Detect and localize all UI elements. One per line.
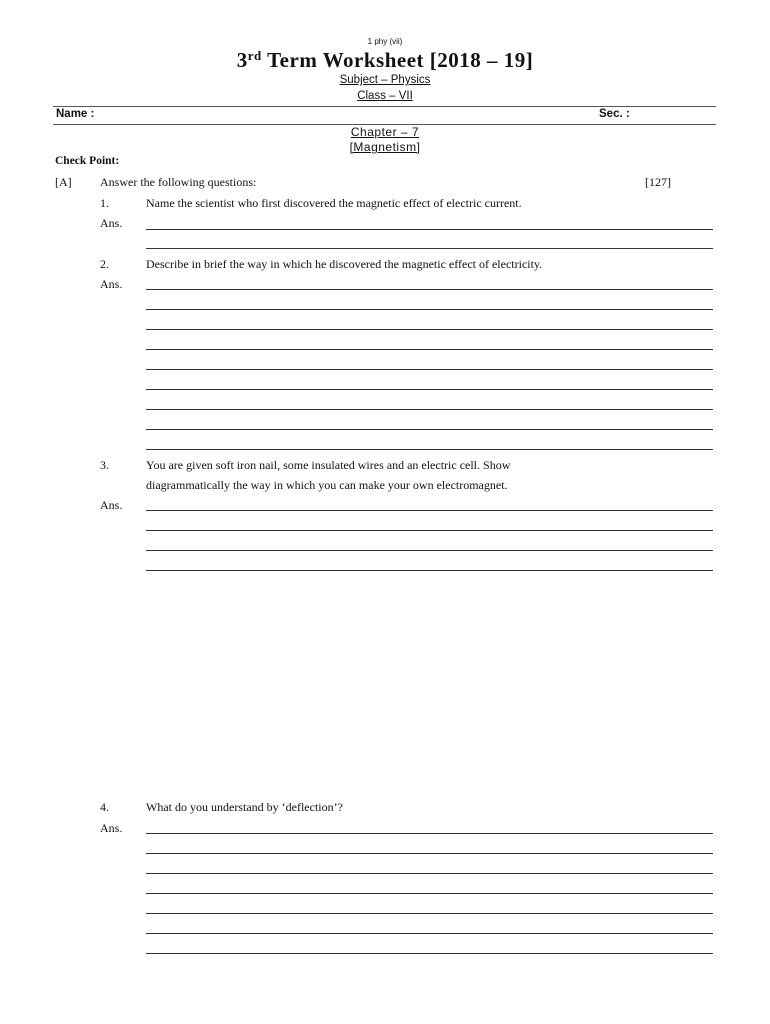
- worksheet-title: [0, 48, 770, 73]
- chapter-heading: Chapter – 7: [350, 125, 420, 139]
- answer-line[interactable]: [146, 953, 713, 954]
- page-code: 1 phy (vii): [367, 37, 403, 46]
- section-label: Sec. :: [599, 108, 630, 120]
- subject-label: Subject – Physics: [339, 74, 431, 86]
- answer-line[interactable]: [146, 449, 713, 450]
- answer-label: Ans.: [100, 498, 123, 512]
- answer-line[interactable]: [146, 530, 713, 531]
- answer-line[interactable]: [146, 248, 713, 249]
- answer-line[interactable]: [146, 349, 713, 350]
- title-ordinal: 3: [236, 48, 248, 72]
- question-text: Name the scientist who first discovered the magnetic effect of electric current.: [146, 196, 522, 210]
- class-label: Class – VII: [357, 90, 413, 102]
- answer-line[interactable]: [146, 309, 713, 310]
- answer-line[interactable]: [146, 510, 713, 511]
- answer-line[interactable]: [146, 429, 713, 430]
- answer-line[interactable]: [146, 550, 713, 551]
- name-label: Name :: [56, 108, 95, 120]
- answer-line[interactable]: [146, 409, 713, 410]
- title-ordinal-suffix: rd: [247, 48, 262, 63]
- answer-label: Ans.: [100, 821, 123, 835]
- answer-line[interactable]: [146, 913, 713, 914]
- topic-heading: [Magnetism]: [349, 140, 421, 154]
- section-marks: [127]: [645, 175, 671, 189]
- answer-line[interactable]: [146, 289, 713, 290]
- question-text: You are given soft iron nail, some insulated wires and an electric cell. Show: [146, 458, 511, 472]
- question-text: Describe in brief the way in which he discovered the magnetic effect of electricity.: [146, 257, 543, 271]
- answer-line[interactable]: [146, 933, 713, 934]
- answer-line[interactable]: [146, 329, 713, 330]
- answer-label: Ans.: [100, 277, 123, 291]
- title-text: Term Worksheet [2018 – 19]: [261, 48, 534, 72]
- answer-line[interactable]: [146, 853, 713, 854]
- section-instruction: Answer the following questions:: [100, 175, 257, 189]
- answer-label: Ans.: [100, 216, 123, 230]
- question-number: 4.: [100, 800, 109, 814]
- check-point-heading: Check Point:: [55, 155, 120, 167]
- answer-line[interactable]: [146, 570, 713, 571]
- question-number: 3.: [100, 458, 109, 472]
- answer-line[interactable]: [146, 893, 713, 894]
- answer-line[interactable]: [146, 229, 713, 230]
- question-number: 2.: [100, 257, 109, 271]
- question-text-continued: diagrammatically the way in which you can make your own electromagnet.: [146, 478, 508, 492]
- answer-line[interactable]: [146, 389, 713, 390]
- answer-line[interactable]: [146, 833, 713, 834]
- answer-line[interactable]: [146, 873, 713, 874]
- answer-line[interactable]: [146, 369, 713, 370]
- section-label: [A]: [55, 175, 72, 189]
- question-text: What do you understand by ‘deflection’?: [146, 800, 343, 814]
- question-number: 1.: [100, 196, 109, 210]
- name-row-top-rule: [53, 106, 716, 107]
